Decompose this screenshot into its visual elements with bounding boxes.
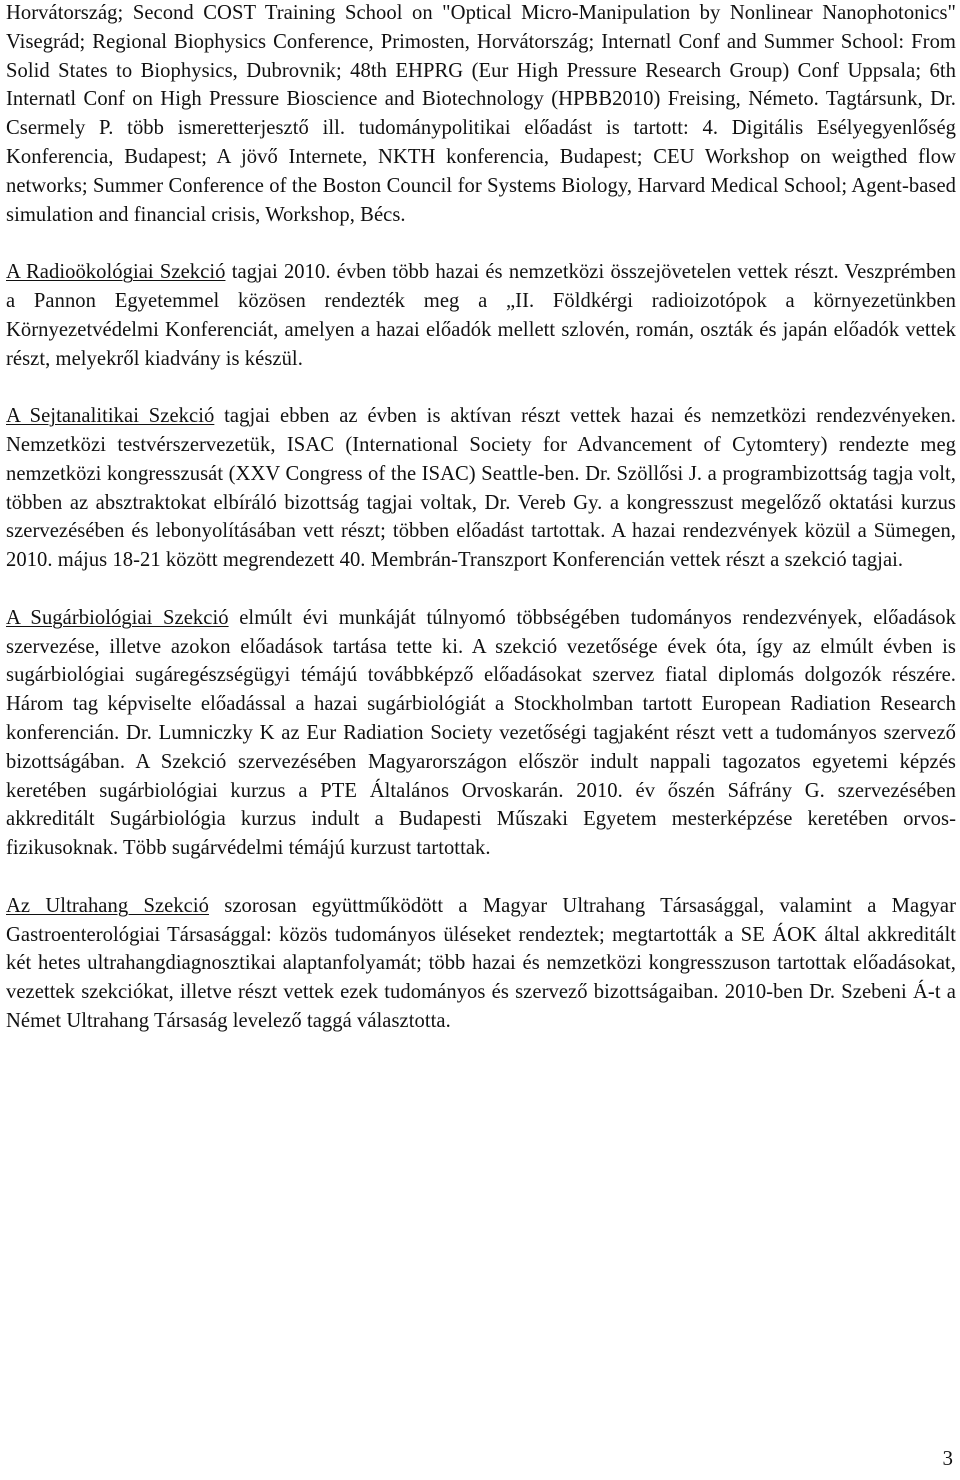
paragraph-sugarbiologiai-section — [6, 604, 956, 863]
section-title-sejtanalitikai[interactable]: A Sejtanalitikai Szekció — [6, 405, 215, 428]
paragraph-sejtanalitikai-section — [6, 402, 956, 575]
paragraph-text: szorosan együttműködött a Magyar Ultrahang Társasággal, valamint a Magyar Gastroenterológiai Társasággal: közös tudományos üléseket rendeztek; megtartották a SE ÁOK által akkreditált két hetes ultrahangdiagnosztikai alaptanfolyamát; több hazai és nemzetközi kongresszuson tartottak előadásokat, vezettek szekciókat, illetve részt vettek ezek tudományos és szervező bizottságaiban. 2010-ben Dr. Szebeni Á-t a Német Ultrahang Társaság levelező taggá választotta. — [6, 894, 956, 1032]
page-number: 3 — [942, 1446, 953, 1470]
section-title-sugarbiologiai[interactable]: A Sugárbiológiai Szekció — [6, 606, 229, 629]
paragraph-text: tagjai ebben az évben is aktívan részt vettek hazai és nemzetközi rendezvényeken. Nemzetközi testvérszervezetük, ISAC (International Society for Advancement of Cytomtery) rendezte meg nemzetközi kongresszusát (XXV Congress of the ISAC) Seattle-ben. Dr. Szöllősi J. a programbizottság tagja volt, többen az absztraktokat elbíráló bizottság tagjai voltak, Dr. Vereb Gy. a kongresszust megelőző oktatási kurzus szervezésében és lebonyolításában vett részt; többen előadást tartottak. A hazai rendezvények közül a Sümegen, 2010. május 18-21 között megrendezett 40. Membrán-Transzport Konferencián vettek részt a szekció tagjai. — [6, 405, 956, 572]
paragraph-conferences — [6, 0, 956, 229]
section-title-ultrahang[interactable]: Az Ultrahang Szekció — [6, 894, 209, 917]
section-title-radiookologiai[interactable]: A Radioökológiai Szekció — [6, 261, 226, 284]
paragraph-radiookologiai-section — [6, 258, 956, 373]
paragraph-text: elmúlt évi munkáját túlnyomó többségében tudományos rendezvények, előadások szervezése, illetve azokon előadások tartása tette ki. A szekció vezetősége évek óta, így az elmúlt évben is sugárbiológiai sugáregészségügyi témájú továbbképző előadásokat szervez fiatal diplomás dolgozók részére. Három tag képviselte előadással a hazai sugárbiológiát a Stockholmban tartott European Radiation Research konferencián. Dr. Lumniczky K az Eur Radiation Society vezetőségi tagjaként részt vett a tudományos szervező bizottságában. A Szekció szervezésében Magyarországon először indult nappali tagozatos egyetemi képzés keretében sugárbiológiai kurzus a PTE Általános Orvoskarán. 2010. év őszén Sáfrány G. szervezésében akkreditált Sugárbiológia kurzus indult a Budapesti Műszaki Egyetem mesterképzése keretében orvos-fizikusoknak. Több sugárvédelmi témájú kurzust tartottak. — [6, 606, 957, 860]
paragraph-text: tagjai 2010. évben több hazai és nemzetközi összejövetelen vettek részt. Veszprémben a Pannon Egyetemmel közösen rendezték meg a „II. Földkérgi radioizotópok a környezetünkben Környezetvédelmi Konferenciát, amelyen a hazai előadók mellett szlovén, román, oszták és japán előadók vettek részt, melyekről kiadvány is készül. — [6, 261, 956, 370]
document-page — [6, 0, 956, 1036]
paragraph-text: Horvátország; Second COST Training School on "Optical Micro-Manipulation by Nonlinear Nanophotonics" Visegrád; Regional Biophysics Conference, Primosten, Horvátország; Internatl Conf and Summer School: From Solid States to Biophysics, Dubrovnik; 48th EHPRG (Eur High Pressure Research Group) Conf Uppsala; 6th Internatl Conf on High Pressure Bioscience and Biotechnology (HPBB2010) Freising, Németo. Tagtársunk, Dr. Csermely P. több ismeretterjesztő ill. tudománypolitikai előadást is tartott: 4. Digitális Esélyegyenlőség Konferencia, Budapest; A jövő Internete, NKTH konferencia, Budapest; CEU Workshop on weigthed flow networks; Summer Conference of the Boston Council for Systems Biology, Harvard Medical School; Agent-based simulation and financial crisis, Workshop, Bécs. — [6, 2, 956, 226]
paragraph-ultrahang-section — [6, 892, 956, 1036]
